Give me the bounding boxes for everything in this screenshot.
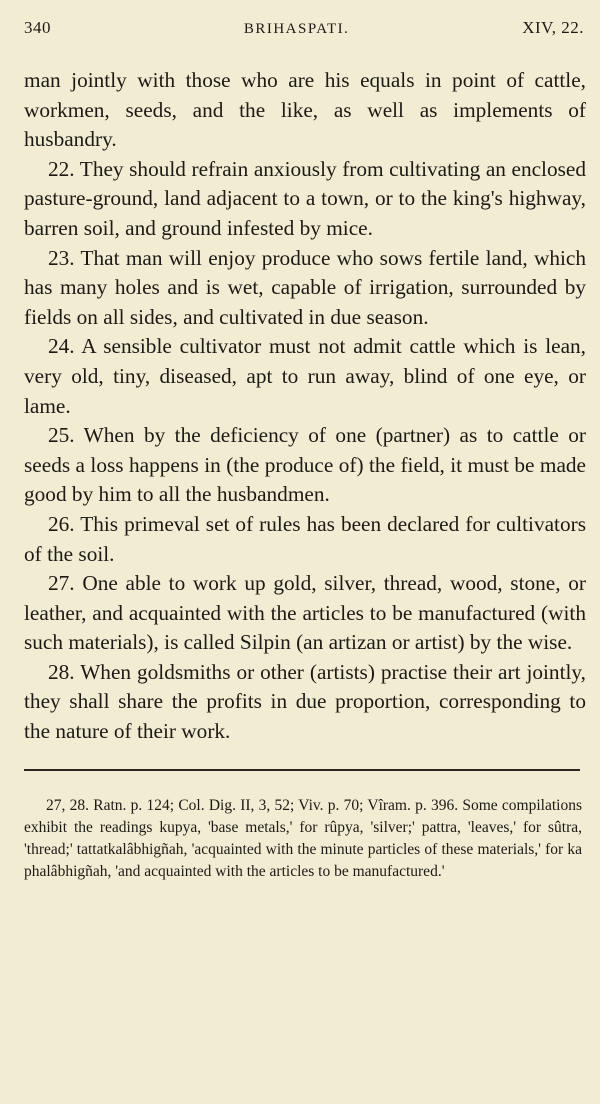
page-header: [24, 18, 586, 48]
footnote: [24, 795, 586, 883]
verse-23: 23. That man will enjoy produce who sows fertile land, which has many holes and is wet, capable of irrigation, surrounded by fields on all sides, and cultivated in due season.: [24, 245, 586, 329]
main-text: [24, 66, 586, 747]
chapter-reference: XIV, 22.: [522, 18, 584, 37]
verse-22: 22. They should refrain anxiously from cultivating an enclosed pasture-ground, land adjacent to a town, or to the king's highway, barren soil, and ground infested by mice.: [24, 156, 586, 240]
verse-28: 28. When goldsmiths or other (artists) practise their art jointly, they shall share the profits in due proportion, corresponding to the nature of their work.: [24, 659, 586, 744]
footnote-divider: [24, 769, 580, 771]
paragraph-continued: man jointly with those who are his equals in point of cattle, workmen, seeds, and the like, as well as implements of husbandry.: [24, 68, 586, 152]
verse-25: 25. When by the deficiency of one (partner) as to cattle or seeds a loss happens in (the produce of) the field, it must be made good by him to all the husbandmen.: [24, 423, 586, 507]
running-title: BRIHASPATI.: [243, 21, 350, 37]
page-number: 340: [24, 18, 51, 37]
verse-26: 26. This primeval set of rules has been declared for cultivators of the soil.: [24, 511, 586, 566]
verse-27: 27. One able to work up gold, silver, thread, wood, stone, or leather, and acquainted with the articles to be manufactured (with such materials), is called Silpin (an artizan or artist) by the wise.: [24, 571, 586, 655]
verse-24: 24. A sensible cultivator must not admit cattle which is lean, very old, tiny, diseased, apt to run away, blind of one eye, or lame.: [24, 334, 586, 418]
footnote-text: 27, 28. Ratn. p. 124; Col. Dig. II, 3, 52; Viv. p. 70; Vîram. p. 396. Some compilations exhibit the readings kupya, 'base metals,' for rûpya, 'silver;' pattra, 'leaves,' for sûtra, 'thread;' tattatkalâbhigñah, 'acquainted with the minute particles of these materials,' for ka phalâbhigñah, 'and acquainted with the articles to be manufactured.': [24, 796, 582, 880]
